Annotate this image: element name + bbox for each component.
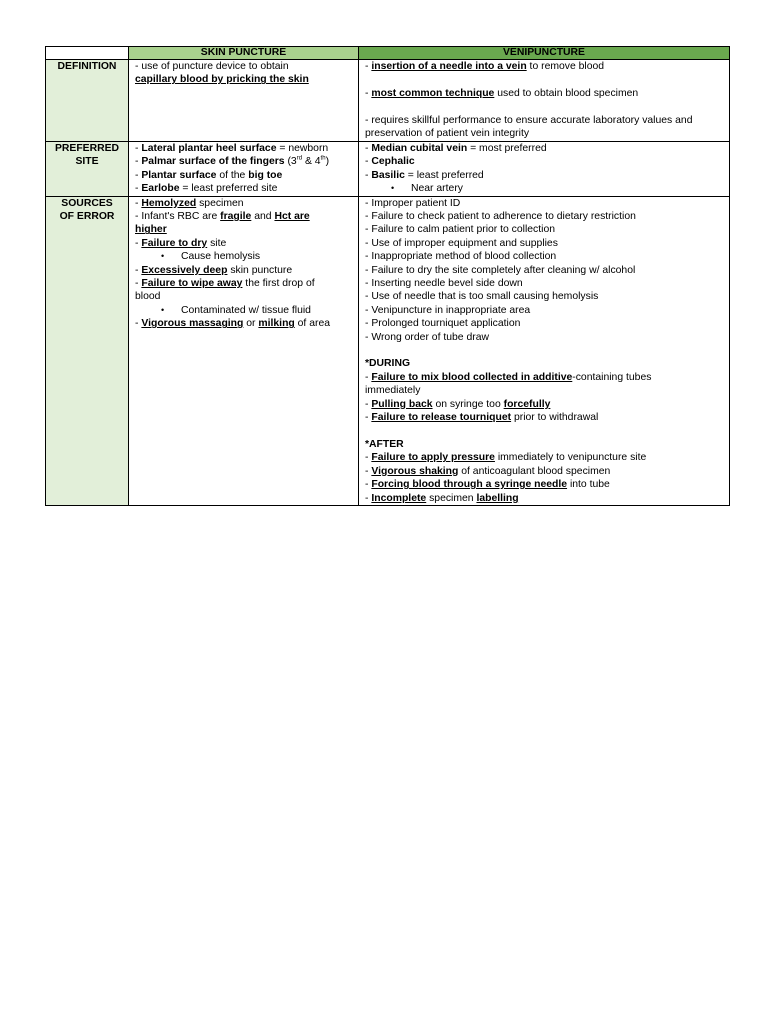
errors-veni-before-7: - Inserting needle bevel side down: [365, 278, 523, 290]
preferred-skin-line-3: - Plantar surface of the big toe: [135, 169, 283, 181]
errors-skin-line-3: higher: [135, 224, 167, 236]
preferred-veni-bullet: • Near artery: [365, 182, 723, 195]
preferred-skin-line-4: - Earlobe = least preferred site: [135, 183, 278, 195]
definition-veni-line-4: preservation of patient vein integrity: [365, 128, 530, 139]
preferred-skin-line-2: - Palmar surface of the fingers (3rd & 4th): [135, 155, 330, 168]
preferred-skin-cell: [129, 142, 359, 197]
preferred-site-row: [46, 142, 730, 197]
errors-veni-before-6: - Failure to dry the site completely after cleaning w/ alcohol: [365, 264, 636, 276]
errors-veni-during-1-cont: immediately: [365, 385, 421, 397]
definition-veni-line-1: - insertion of a needle into a vein to remove blood: [365, 61, 605, 72]
errors-veni-cell: [359, 196, 730, 505]
definition-skin-cell: [129, 60, 359, 142]
errors-veni-during-3: - Failure to release tourniquet prior to withdrawal: [365, 412, 599, 424]
errors-veni-after-1: - Failure to apply pressure immediately to venipuncture site: [365, 452, 647, 464]
comparison-table: [45, 46, 730, 506]
sources-of-error-row: [46, 196, 730, 505]
errors-skin-line-5: - Excessively deep skin puncture: [135, 264, 293, 276]
errors-skin-cell: [129, 196, 359, 505]
errors-skin-line-1: - Hemolyzed specimen: [135, 197, 244, 209]
preferred-veni-line-3: - Basilic = least preferred: [365, 169, 484, 181]
errors-veni-during-2: - Pulling back on syringe too forcefully: [365, 398, 551, 410]
errors-skin-line-6: - Failure to wipe away the first drop of: [135, 278, 315, 290]
errors-skin-bullet-2: • Contaminated w/ tissue fluid: [135, 304, 352, 317]
errors-veni-after-heading: *AFTER: [365, 438, 404, 450]
definition-veni-line-3: - requires skillful performance to ensure accurate laboratory values and: [365, 114, 693, 126]
definition-label: DEFINITION: [46, 60, 129, 142]
errors-veni-before-11: - Wrong order of tube draw: [365, 331, 489, 343]
errors-skin-bullet-1: • Cause hemolysis: [135, 250, 352, 263]
errors-veni-before-10: - Prolonged tourniquet application: [365, 318, 521, 330]
errors-veni-after-3: - Forcing blood through a syringe needle into tube: [365, 479, 610, 491]
header-skin-puncture: SKIN PUNCTURE: [129, 47, 359, 60]
preferred-site-label: PREFERRED SITE: [46, 142, 129, 197]
errors-veni-before-8: - Use of needle that is too small causing hemolysis: [365, 291, 599, 303]
errors-skin-line-2: - Infant's RBC are fragile and Hct are: [135, 211, 310, 223]
errors-veni-after-4: - Incomplete specimen labelling: [365, 492, 519, 504]
errors-veni-during-1: - Failure to mix blood collected in additive-containing tubes: [365, 371, 652, 383]
preferred-skin-line-1: - Lateral plantar heel surface = newborn: [135, 143, 329, 154]
errors-veni-before-2: - Failure to check patient to adherence to dietary restriction: [365, 211, 636, 223]
errors-veni-during-heading: *DURING: [365, 358, 411, 370]
definition-veni-line-2: - most common technique used to obtain blood specimen: [365, 87, 639, 99]
preferred-veni-line-2: - Cephalic: [365, 156, 415, 168]
errors-veni-after-2: - Vigorous shaking of anticoagulant blood specimen: [365, 465, 611, 477]
errors-skin-line-7: blood: [135, 291, 161, 303]
definition-row: [46, 60, 730, 142]
errors-veni-before-4: - Use of improper equipment and supplies: [365, 237, 558, 249]
definition-veni-cell: [359, 60, 730, 142]
definition-skin-line-1: - use of puncture device to obtain: [135, 61, 289, 72]
preferred-veni-line-1: - Median cubital vein = most preferred: [365, 143, 547, 154]
sources-of-error-label: SOURCES OF ERROR: [46, 196, 129, 505]
errors-veni-before-9: - Venipuncture in inappropriate area: [365, 304, 531, 316]
errors-veni-before-1: - Improper patient ID: [365, 197, 461, 209]
preferred-veni-cell: [359, 142, 730, 197]
definition-skin-line-2: capillary blood by pricking the skin: [135, 74, 309, 86]
header-venipuncture: VENIPUNCTURE: [359, 47, 730, 60]
errors-skin-line-8: - Vigorous massaging or milking of area: [135, 318, 331, 330]
errors-veni-before-5: - Inappropriate method of blood collection: [365, 251, 557, 263]
errors-veni-before-3: - Failure to calm patient prior to collection: [365, 224, 555, 236]
errors-skin-line-4: - Failure to dry site: [135, 237, 227, 249]
header-blank-cell: [46, 47, 129, 60]
header-row: [46, 47, 730, 60]
